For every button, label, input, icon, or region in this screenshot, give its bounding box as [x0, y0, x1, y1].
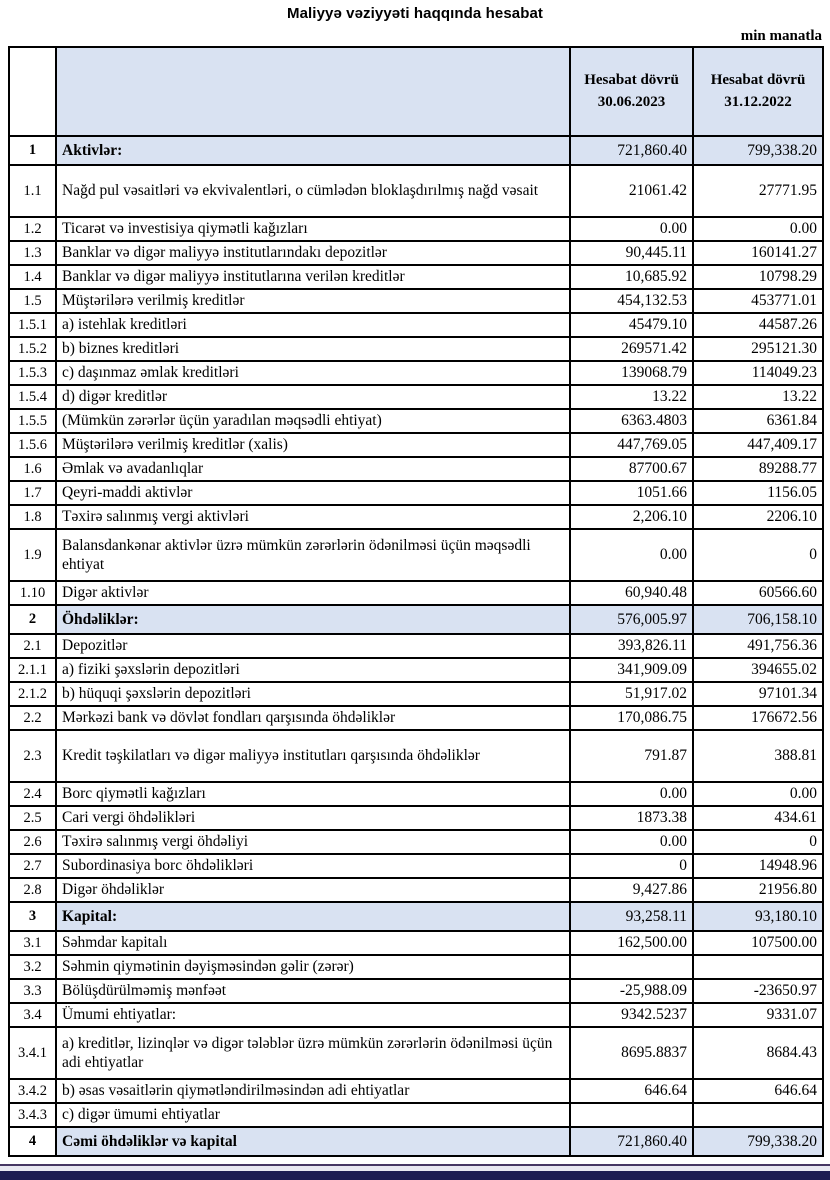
row-number: 2.3 — [9, 730, 56, 782]
value-current: 646.64 — [570, 1079, 693, 1103]
value-previous: 8684.43 — [693, 1027, 823, 1079]
row-number: 1.10 — [9, 581, 56, 605]
row-label: Balansdankənar aktivlər üzrə mümkün zərərlərin ödənilməsi üçün məqsədli ehtiyat — [56, 529, 570, 581]
value-previous: 10798.29 — [693, 265, 823, 289]
table-row — [9, 902, 823, 931]
table-row — [9, 955, 823, 979]
value-previous: 176672.56 — [693, 706, 823, 730]
table-row — [9, 581, 823, 605]
value-current: 90,445.11 — [570, 241, 693, 265]
row-number: 3.4 — [9, 1003, 56, 1027]
table-row — [9, 931, 823, 955]
row-label: Subordinasiya borc öhdəlikləri — [56, 854, 570, 878]
row-label: (Mümkün zərərlər üçün yaradılan məqsədli ehtiyat) — [56, 409, 570, 433]
value-current: 9342.5237 — [570, 1003, 693, 1027]
header-label-cell — [56, 47, 570, 136]
table-row — [9, 1027, 823, 1079]
row-number: 1.5.6 — [9, 433, 56, 457]
value-current: 721,860.40 — [570, 1127, 693, 1156]
value-current: 60,940.48 — [570, 581, 693, 605]
value-current: 0.00 — [570, 830, 693, 854]
value-previous: 295121.30 — [693, 337, 823, 361]
row-label: a) kreditlər, lizinqlər və digər tələblər üzrə mümkün zərərlərin ödənilməsi üçün adi ehtiyatlar — [56, 1027, 570, 1079]
row-number: 1.7 — [9, 481, 56, 505]
table-row — [9, 337, 823, 361]
table-row — [9, 529, 823, 581]
value-current: 51,917.02 — [570, 682, 693, 706]
table-row — [9, 505, 823, 529]
value-current: 139068.79 — [570, 361, 693, 385]
row-label: Ticarət və investisiya qiymətli kağızları — [56, 217, 570, 241]
value-current: 1873.38 — [570, 806, 693, 830]
value-current: 269571.42 — [570, 337, 693, 361]
table-row — [9, 854, 823, 878]
row-label: c) daşınmaz əmlak kreditləri — [56, 361, 570, 385]
row-label: Bölüşdürülməmiş mənfəət — [56, 979, 570, 1003]
row-number: 2.4 — [9, 782, 56, 806]
value-current: 0.00 — [570, 782, 693, 806]
row-number: 1.1 — [9, 165, 56, 217]
table-row — [9, 409, 823, 433]
table-row — [9, 1079, 823, 1103]
row-label: Digər aktivlər — [56, 581, 570, 605]
value-current: 454,132.53 — [570, 289, 693, 313]
table-row — [9, 682, 823, 706]
table-row — [9, 217, 823, 241]
table-row — [9, 658, 823, 682]
table-row — [9, 830, 823, 854]
value-previous — [693, 1103, 823, 1127]
value-previous: -23650.97 — [693, 979, 823, 1003]
value-previous: 1156.05 — [693, 481, 823, 505]
table-row — [9, 1003, 823, 1027]
table-row — [9, 136, 823, 165]
value-previous: 646.64 — [693, 1079, 823, 1103]
row-number: 2.1.1 — [9, 658, 56, 682]
value-previous — [693, 955, 823, 979]
value-current: 10,685.92 — [570, 265, 693, 289]
row-number: 2 — [9, 605, 56, 634]
row-label: Əmlak və avadanlıqlar — [56, 457, 570, 481]
table-row — [9, 313, 823, 337]
value-previous: 0 — [693, 830, 823, 854]
value-current: 447,769.05 — [570, 433, 693, 457]
value-current: 0.00 — [570, 217, 693, 241]
value-previous: 160141.27 — [693, 241, 823, 265]
row-number: 1 — [9, 136, 56, 165]
column-header-previous-period — [693, 47, 823, 136]
value-current: 721,860.40 — [570, 136, 693, 165]
row-label: c) digər ümumi ehtiyatlar — [56, 1103, 570, 1127]
row-number: 4 — [9, 1127, 56, 1156]
value-current: 791.87 — [570, 730, 693, 782]
row-label: Kredit təşkilatları və digər maliyyə institutları qarşısında öhdəliklər — [56, 730, 570, 782]
row-number: 2.8 — [9, 878, 56, 902]
row-number: 2.5 — [9, 806, 56, 830]
table-row — [9, 878, 823, 902]
value-previous: 453771.01 — [693, 289, 823, 313]
row-label: d) digər kreditlər — [56, 385, 570, 409]
value-previous: 706,158.10 — [693, 605, 823, 634]
table-row — [9, 782, 823, 806]
value-current: 1051.66 — [570, 481, 693, 505]
row-label: Müştərilərə verilmiş kreditlər (xalis) — [56, 433, 570, 457]
table-row — [9, 289, 823, 313]
table-row — [9, 165, 823, 217]
value-current: 13.22 — [570, 385, 693, 409]
value-current: 45479.10 — [570, 313, 693, 337]
value-previous: 2206.10 — [693, 505, 823, 529]
column-header-previous-date: 31.12.2022 — [724, 93, 792, 110]
row-number: 1.6 — [9, 457, 56, 481]
row-number: 1.2 — [9, 217, 56, 241]
table-row — [9, 361, 823, 385]
value-previous: 44587.26 — [693, 313, 823, 337]
row-label: b) əsas vəsaitlərin qiymətləndirilməsindən adi ehtiyatlar — [56, 1079, 570, 1103]
row-number: 2.1 — [9, 634, 56, 658]
row-label: Səhmdar kapitalı — [56, 931, 570, 955]
value-current: 93,258.11 — [570, 902, 693, 931]
row-number: 1.4 — [9, 265, 56, 289]
table-row — [9, 481, 823, 505]
value-previous: 0.00 — [693, 217, 823, 241]
page-bottom-decoration — [0, 1162, 830, 1180]
table-body — [9, 136, 823, 1156]
value-previous: 799,338.20 — [693, 1127, 823, 1156]
value-previous: 6361.84 — [693, 409, 823, 433]
bottom-navy-bar — [0, 1171, 830, 1180]
table-row — [9, 241, 823, 265]
row-label: Banklar və digər maliyyə institutlarındakı depozitlər — [56, 241, 570, 265]
row-label: Səhmin qiymətinin dəyişməsindən gəlir (zərər) — [56, 955, 570, 979]
value-previous: 97101.34 — [693, 682, 823, 706]
value-previous: 0.00 — [693, 782, 823, 806]
row-label: Cəmi öhdəliklər və kapital — [56, 1127, 570, 1156]
row-label: Nağd pul vəsaitləri və ekvivalentləri, o cümlədən bloklaşdırılmış nağd vəsait — [56, 165, 570, 217]
value-current: 0 — [570, 854, 693, 878]
table-row — [9, 730, 823, 782]
value-current: 341,909.09 — [570, 658, 693, 682]
row-label: Öhdəliklər: — [56, 605, 570, 634]
value-current: 2,206.10 — [570, 505, 693, 529]
value-previous: 434.61 — [693, 806, 823, 830]
row-label: Depozitlər — [56, 634, 570, 658]
value-previous: 9331.07 — [693, 1003, 823, 1027]
row-number: 2.2 — [9, 706, 56, 730]
row-number: 1.5.2 — [9, 337, 56, 361]
table-row — [9, 806, 823, 830]
row-number: 1.8 — [9, 505, 56, 529]
row-label: Müştərilərə verilmiş kreditlər — [56, 289, 570, 313]
row-label: a) istehlak kreditləri — [56, 313, 570, 337]
row-number: 1.5 — [9, 289, 56, 313]
value-previous: 27771.95 — [693, 165, 823, 217]
value-previous: 89288.77 — [693, 457, 823, 481]
value-current: 393,826.11 — [570, 634, 693, 658]
value-current: 6363.4803 — [570, 409, 693, 433]
row-number: 1.5.5 — [9, 409, 56, 433]
row-number: 2.6 — [9, 830, 56, 854]
row-label: Digər öhdəliklər — [56, 878, 570, 902]
value-current: 9,427.86 — [570, 878, 693, 902]
row-label: Ümumi ehtiyatlar: — [56, 1003, 570, 1027]
row-number: 1.3 — [9, 241, 56, 265]
row-label: b) biznes kreditləri — [56, 337, 570, 361]
row-number: 3.1 — [9, 931, 56, 955]
row-label: Aktivlər: — [56, 136, 570, 165]
row-label: Cari vergi öhdəlikləri — [56, 806, 570, 830]
value-previous: 491,756.36 — [693, 634, 823, 658]
row-label: Banklar və digər maliyyə institutlarına verilən kreditlər — [56, 265, 570, 289]
column-header-current-line1: Hesabat dövrü — [584, 71, 679, 88]
row-number: 3.4.2 — [9, 1079, 56, 1103]
row-number: 3 — [9, 902, 56, 931]
row-label: Təxirə salınmış vergi öhdəliyi — [56, 830, 570, 854]
value-current: 170,086.75 — [570, 706, 693, 730]
column-header-current-period — [570, 47, 693, 136]
value-previous: 114049.23 — [693, 361, 823, 385]
value-current — [570, 955, 693, 979]
row-label: Mərkəzi bank və dövlət fondları qarşısında öhdəliklər — [56, 706, 570, 730]
row-number: 3.3 — [9, 979, 56, 1003]
value-current: 162,500.00 — [570, 931, 693, 955]
value-previous: 107500.00 — [693, 931, 823, 955]
value-previous: 447,409.17 — [693, 433, 823, 457]
table-header-row — [9, 47, 823, 136]
table-row — [9, 634, 823, 658]
value-current: 87700.67 — [570, 457, 693, 481]
unit-note: min manatla — [740, 28, 822, 44]
value-current: 21061.42 — [570, 165, 693, 217]
value-previous: 394655.02 — [693, 658, 823, 682]
page-title: Maliyyə vəziyyəti haqqında hesabat — [287, 5, 543, 22]
column-header-current-date: 30.06.2023 — [597, 93, 666, 110]
row-number: 1.5.1 — [9, 313, 56, 337]
table-row — [9, 265, 823, 289]
table-row — [9, 979, 823, 1003]
row-label: Qeyri-maddi aktivlər — [56, 481, 570, 505]
value-current: -25,988.09 — [570, 979, 693, 1003]
row-label: b) hüquqi şəxslərin depozitləri — [56, 682, 570, 706]
value-previous: 21956.80 — [693, 878, 823, 902]
financial-position-table — [8, 46, 824, 1157]
row-label: Təxirə salınmış vergi aktivləri — [56, 505, 570, 529]
row-number: 1.5.3 — [9, 361, 56, 385]
row-label: Borc qiymətli kağızları — [56, 782, 570, 806]
row-number: 2.1.2 — [9, 682, 56, 706]
value-current: 576,005.97 — [570, 605, 693, 634]
row-number: 3.2 — [9, 955, 56, 979]
value-previous: 93,180.10 — [693, 902, 823, 931]
row-label: Kapital: — [56, 902, 570, 931]
table-row — [9, 433, 823, 457]
row-number: 2.7 — [9, 854, 56, 878]
value-previous: 60566.60 — [693, 581, 823, 605]
table-row — [9, 1103, 823, 1127]
row-number: 1.9 — [9, 529, 56, 581]
table-row — [9, 1127, 823, 1156]
value-current — [570, 1103, 693, 1127]
table-row — [9, 605, 823, 634]
value-previous: 0 — [693, 529, 823, 581]
table-row — [9, 385, 823, 409]
value-current: 0.00 — [570, 529, 693, 581]
row-label: a) fiziki şəxslərin depozitləri — [56, 658, 570, 682]
value-previous: 14948.96 — [693, 854, 823, 878]
row-number: 3.4.3 — [9, 1103, 56, 1127]
row-number: 3.4.1 — [9, 1027, 56, 1079]
value-previous: 799,338.20 — [693, 136, 823, 165]
header-number-cell — [9, 47, 56, 136]
value-previous: 13.22 — [693, 385, 823, 409]
column-header-previous-line1: Hesabat dövrü — [710, 71, 806, 88]
row-number: 1.5.4 — [9, 385, 56, 409]
table-row — [9, 706, 823, 730]
table-row — [9, 457, 823, 481]
value-previous: 388.81 — [693, 730, 823, 782]
value-current: 8695.8837 — [570, 1027, 693, 1079]
